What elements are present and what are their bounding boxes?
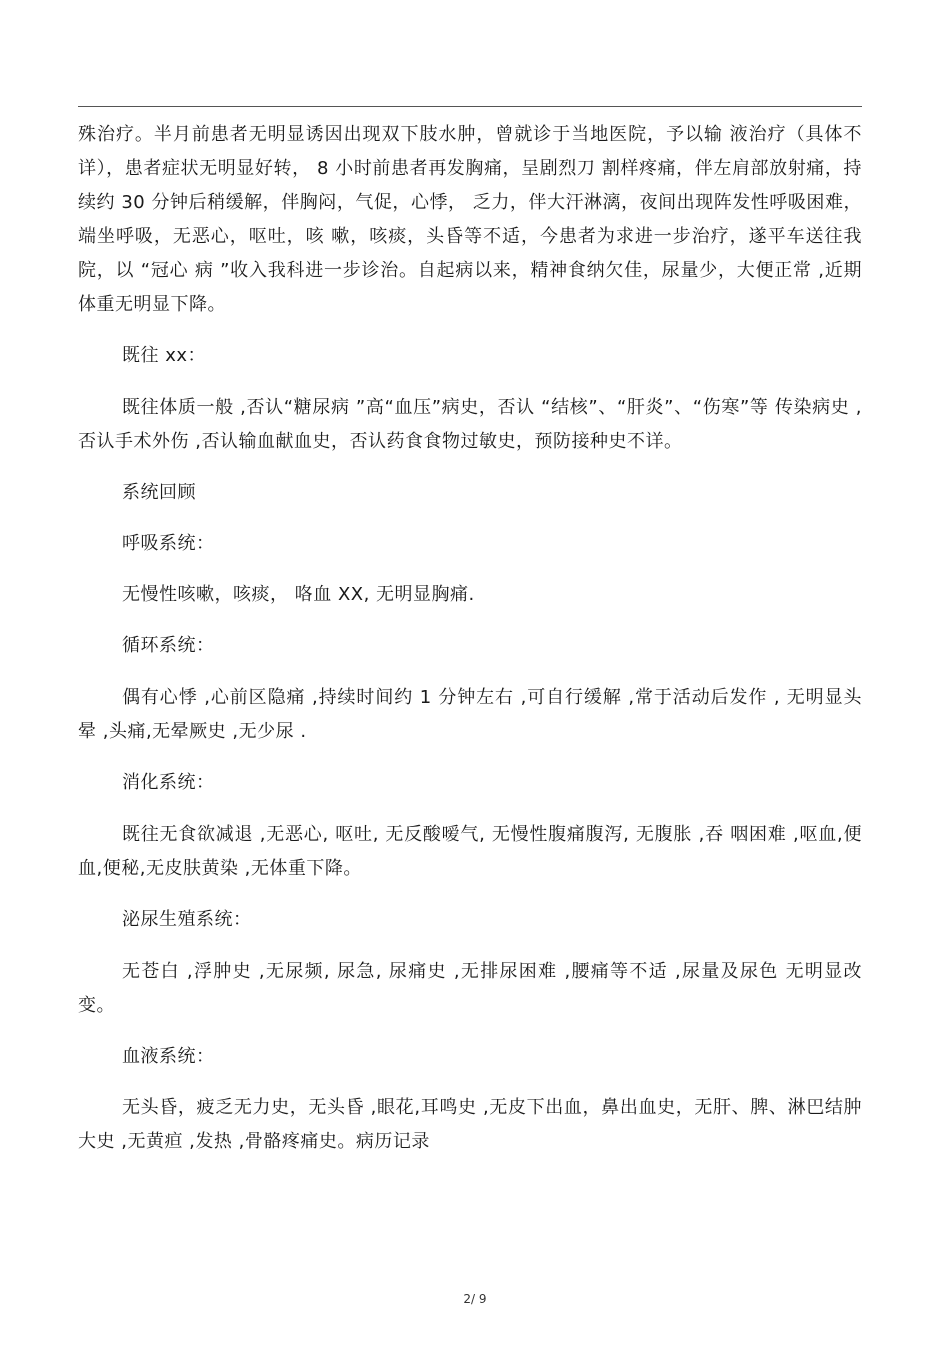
digestive-paragraph: 既往无食欲减退 ,无恶心, 呕吐, 无反酸嗳气, 无慢性腹痛腹泻, 无腹胀 ,吞 咽困难 ,呕血,便血,便秘,无皮肤黄染 ,无体重下降。	[78, 824, 862, 879]
page-number: 2/ 9	[463, 1292, 487, 1306]
digestive-heading: 消化系统：	[122, 772, 215, 793]
blood-heading: 血液系统：	[122, 1046, 215, 1067]
circulatory-paragraph: 偶有心悸 ,心前区隐痛 ,持续时间约 1 分钟左右 ,可自行缓解 ,常于活动后发作 , 无明显头晕 ,头痛,无晕厥史 ,无少尿 .	[78, 687, 862, 742]
past-history-heading: 既往 xx：	[122, 345, 207, 366]
header-rule	[78, 106, 862, 107]
past-history-paragraph: 既往体质一般 ,否认“糖尿病 ”高“血压”病史，否认 “结核”、“肝炎”、“伤寒”等 传染病史 ,否认手术外伤 ,否认输血献血史，否认药食食物过敏史，预防接种史不详。	[78, 397, 862, 452]
document-body	[78, 118, 862, 1159]
urogenital-heading: 泌尿生殖系统：	[122, 909, 252, 930]
respiratory-paragraph: 无慢性咳嗽，咳痰， 咯血 XX, 无明显胸痛.	[122, 584, 475, 605]
blood-paragraph: 无头昏，疲乏无力史，无头昏 ,眼花,耳鸣史 ,无皮下出血，鼻出血史，无肝、脾、淋巴结肿大史 ,无黄疸 ,发热 ,骨骼疼痛史。病历记录	[78, 1097, 862, 1152]
urogenital-paragraph: 无苍白 ,浮肿史 ,无尿频, 尿急, 尿痛史 ,无排尿困难 ,腰痛等不适 ,尿量及尿色 无明显改变。	[78, 961, 862, 1016]
system-review-heading: 系统回顾	[122, 482, 196, 503]
circulatory-heading: 循环系统：	[122, 635, 215, 656]
present-illness-paragraph: 殊治疗。半月前患者无明显诱因出现双下肢水肿，曾就诊于当地医院，予以输 液治疗（具体不详），患者症状无明显好转， 8 小时前患者再发胸痛，呈剧烈刀 割样疼痛，伴左肩部放射痛，持续约 30 分钟后稍缓解，伴胸闷，气促，心悸， 乏力，伴大汗淋漓，夜间出现阵发性呼吸困难，端坐呼吸，无恶心，呕吐，咳 嗽，咳痰，头昏等不适，今患者为求进一步治疗，遂平车送往我院，以 “冠心 病 ”收入我科进一步诊治。自起病以来，精神食纳欠佳，尿量少，大便正常 ,近期体重无明显下降。	[78, 124, 862, 315]
respiratory-heading: 呼吸系统：	[122, 533, 215, 554]
